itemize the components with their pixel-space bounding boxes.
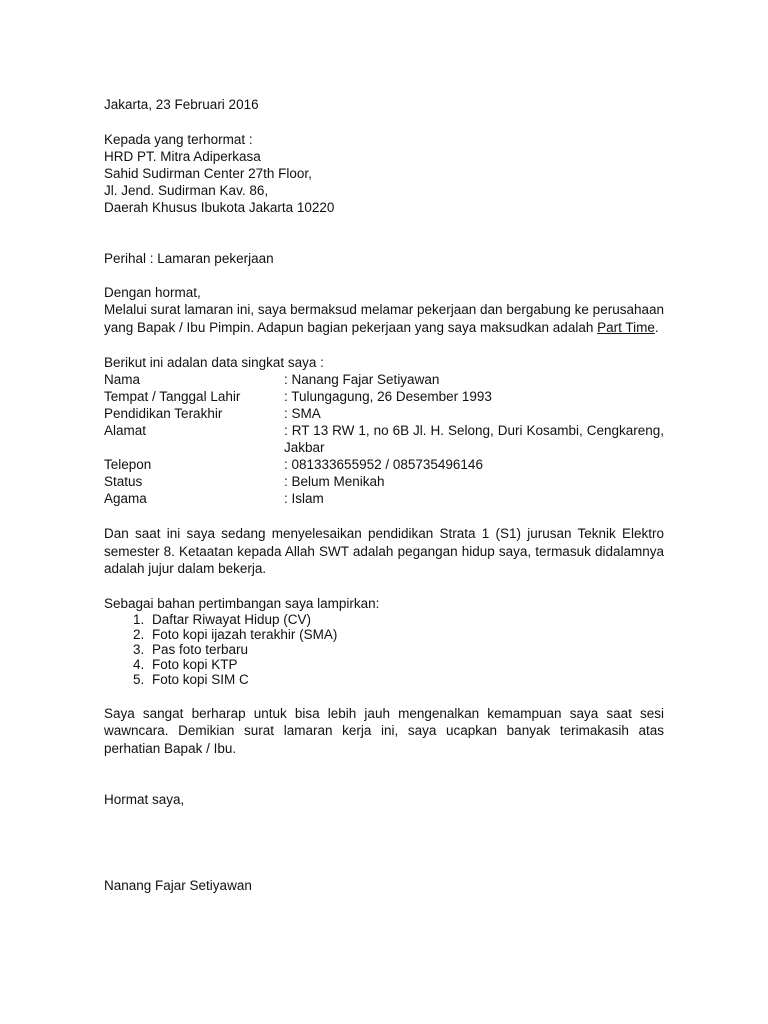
data-row-religion (104, 490, 664, 507)
greeting: Dengan hormat, (104, 285, 201, 300)
intro-end: . (654, 319, 659, 335)
signature-name: Nanang Fajar Setiyawan (104, 878, 252, 893)
closing-paragraph: Saya sangat berharap untuk bisa lebih jauh mengenalkan kemampuan saya saat sesi wawncara. Demikian surat lamaran kerja ini, saya ucapkan banyak terimakasih atas perhatian Bapak / Ibu. (104, 705, 664, 756)
list-item: 5. Foto kopi SIM C (148, 672, 664, 687)
field-label: Alamat (104, 423, 147, 438)
attachments-intro: Sebagai bahan pertimbangan saya lampirkan: (104, 595, 380, 611)
list-item: 4. Foto kopi KTP (148, 657, 664, 672)
field-value: : Tulungagung, 26 Desember 1993 (284, 389, 492, 404)
field-label: Tempat / Tanggal Lahir (104, 389, 241, 404)
recipient-block (104, 131, 664, 216)
field-label: Agama (104, 491, 147, 506)
recipient-address-line: Daerah Khusus Ibukota Jakarta 10220 (104, 200, 335, 215)
data-row-birth (104, 388, 664, 405)
intro-text: Melalui surat lamaran ini, saya bermaksud melamar pekerjaan dan bergabung ke perusahaan yang Bapak / Ibu Pimpin. Adapun bagian pekerjaan yang saya maksudkan adalah (104, 302, 664, 335)
recipient-address-line: Jl. Jend. Sudirman Kav. 86, (104, 183, 269, 198)
education-paragraph: Dan saat ini saya sedang menyelesaikan pendidikan Strata 1 (S1) jurusan Teknik Elektro semester 8. Ketaatan kepada Allah SWT adalah pegangan hidup saya, termasuk didalamnya adalah jujur dalam bekerja. (104, 526, 664, 576)
attachments-list (104, 612, 664, 687)
recipient-salutation: Kepada yang terhormat : (104, 132, 253, 147)
sign-off: Hormat saya, (104, 792, 185, 807)
field-value: : Nanang Fajar Setiyawan (284, 372, 440, 387)
letter-page (104, 96, 664, 894)
data-row-status (104, 473, 664, 490)
field-value: : RT 13 RW 1, no 6B Jl. H. Selong, Duri Kosambi, Cengkareng, Jakbar (284, 423, 664, 455)
field-label: Status (104, 474, 143, 489)
data-row-education (104, 405, 664, 422)
data-row-phone (104, 456, 664, 473)
list-item: 1. Daftar Riwayat Hidup (CV) (148, 612, 664, 627)
data-intro: Berikut ini adalan data singkat saya : (104, 355, 324, 370)
position-applied: Part Time (597, 319, 655, 335)
date-line: Jakarta, 23 Februari 2016 (104, 97, 259, 112)
personal-data-table (104, 371, 664, 507)
field-value: : SMA (284, 406, 321, 421)
field-label: Pendidikan Terakhir (104, 406, 223, 421)
list-item: 2. Foto kopi ijazah terakhir (SMA) (148, 627, 664, 642)
field-label: Nama (104, 372, 141, 387)
field-value: : Belum Menikah (284, 474, 385, 489)
data-row-address (104, 422, 664, 456)
list-item: 3. Pas foto terbaru (148, 642, 664, 657)
recipient-address-line: Sahid Sudirman Center 27th Floor, (104, 166, 312, 181)
recipient-company: HRD PT. Mitra Adiperkasa (104, 149, 261, 164)
field-label: Telepon (104, 457, 152, 472)
field-value: : Islam (284, 491, 324, 506)
data-row-name (104, 371, 664, 388)
intro-paragraph (104, 301, 664, 336)
subject-line: Perihal : Lamaran pekerjaan (104, 251, 274, 266)
field-value: : 081333655952 / 085735496146 (284, 457, 483, 472)
